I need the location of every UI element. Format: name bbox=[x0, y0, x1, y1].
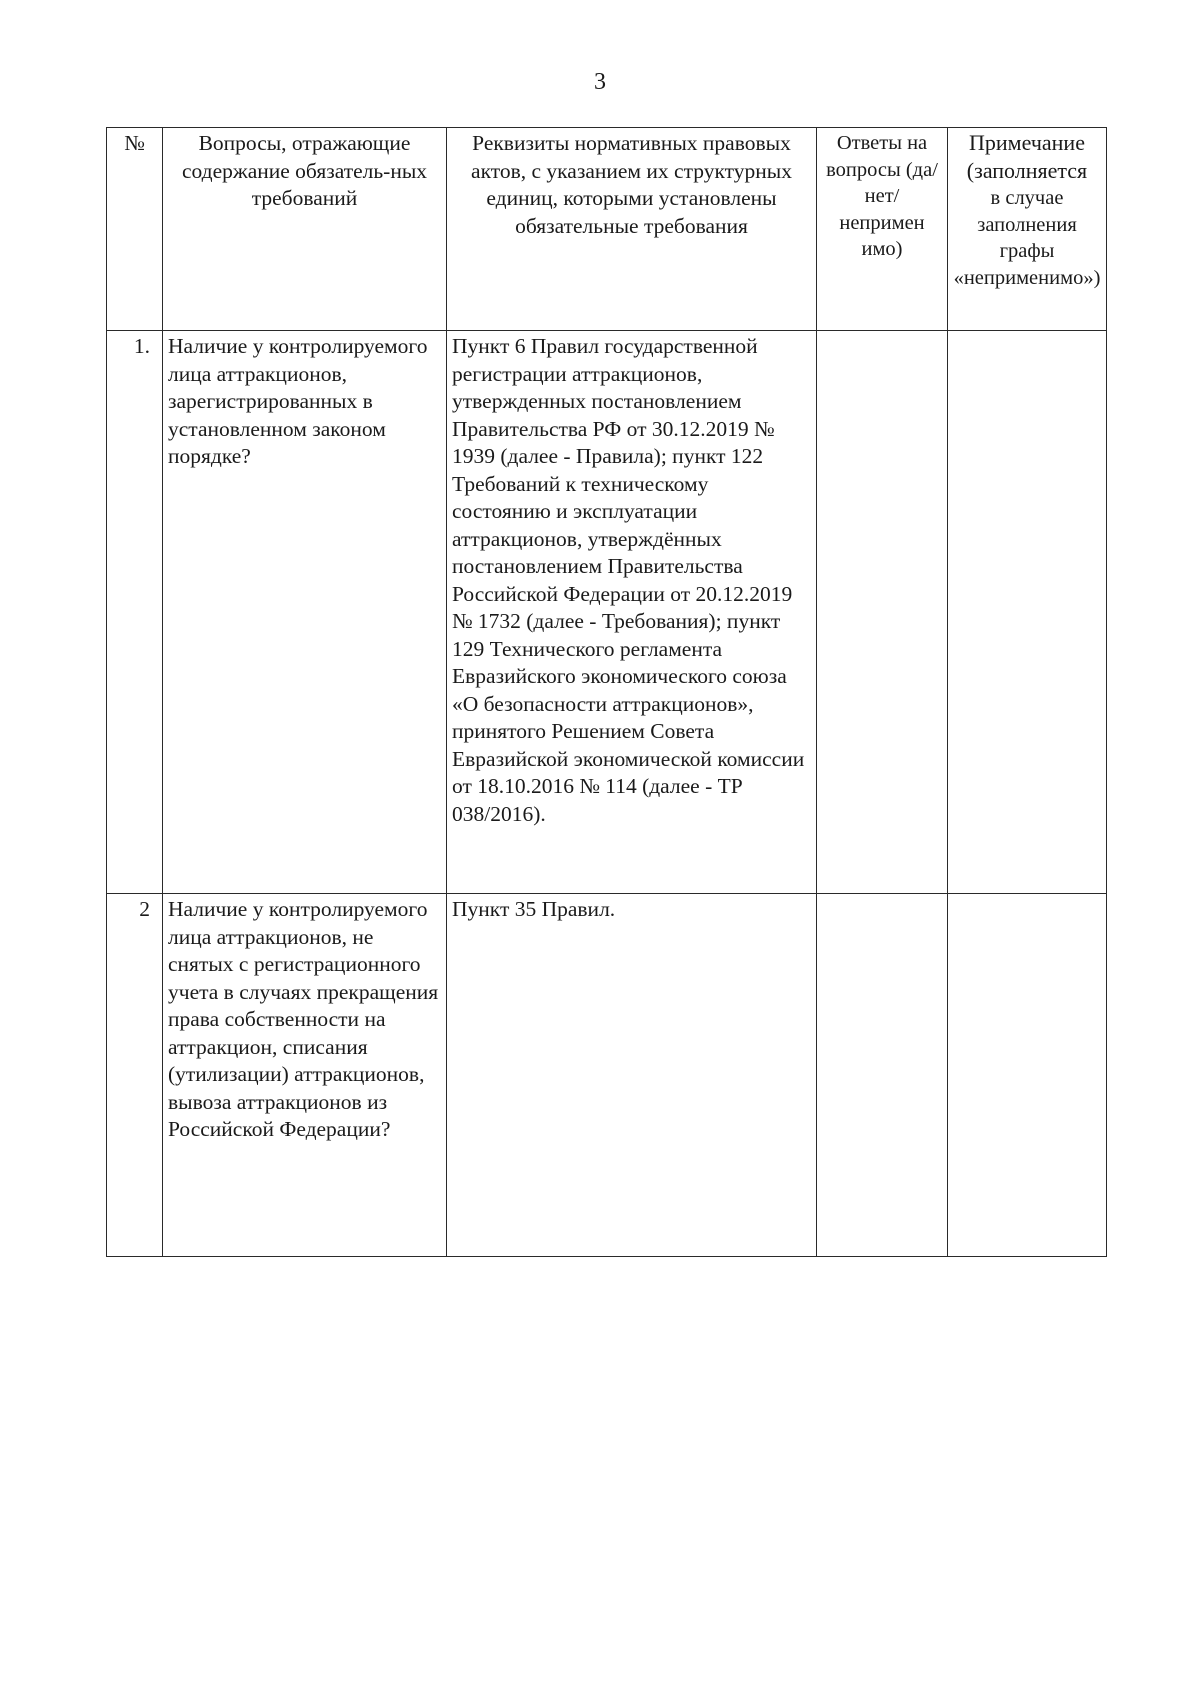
requirements-table bbox=[106, 127, 1107, 1257]
header-requisites: Реквизиты нормативных правовых актов, с указанием их структурных единиц, которыми установлены обязательные требования bbox=[447, 128, 817, 331]
header-note-line2: (заполняется bbox=[966, 157, 1088, 183]
header-num: № bbox=[107, 128, 163, 331]
answer-cell[interactable] bbox=[817, 894, 948, 1257]
table-row bbox=[107, 894, 1107, 1257]
header-answers: Ответы на вопросы (да/нет/ непримен имо) bbox=[817, 128, 948, 331]
requisites-cell: Пункт 6 Правил государственной регистрации аттракционов, утвержденных постановлением Правительства РФ от 30.12.2019 № 1939 (далее - Правила); пункт 122 Требований к техническому состоянию и эксплуатации аттракционов, утверждённых постановлением Правительства Российской Федерации от 20.12.2019 № 1732 (далее - Требования); пункт 129 Технического регламента Евразийского экономического союза «О безопасности аттракционов», принятого Решением Совета Евразийской экономической комиссии от 18.10.2016 № 114 (далее - ТР 038/2016). bbox=[447, 331, 817, 894]
requisites-cell: Пункт 35 Правил. bbox=[447, 894, 817, 1257]
answer-cell[interactable] bbox=[817, 331, 948, 894]
question-cell: Наличие у контролируемого лица аттракционов, не снятых с регистрационного учета в случаях прекращения права собственности на аттракцион, списания (утилизации) аттракционов, вывоза аттракционов из Российской Федерации? bbox=[163, 894, 447, 1257]
question-cell: Наличие у контролируемого лица аттракционов, зарегистрированных в установленном законом порядке? bbox=[163, 331, 447, 894]
note-cell[interactable] bbox=[948, 894, 1107, 1257]
row-number: 2 bbox=[107, 894, 163, 1257]
header-question: Вопросы, отражающие содержание обязатель-ных требований bbox=[163, 128, 447, 331]
page-number: 3 bbox=[594, 69, 606, 95]
note-cell[interactable] bbox=[948, 331, 1107, 894]
header-note-line3: в случае заполнения графы «неприменимо») bbox=[953, 187, 1101, 289]
header-note bbox=[948, 128, 1107, 331]
table-row bbox=[107, 331, 1107, 894]
table-header-row bbox=[107, 128, 1107, 331]
header-note-line1: Примечание bbox=[969, 130, 1085, 155]
row-number: 1. bbox=[107, 331, 163, 894]
